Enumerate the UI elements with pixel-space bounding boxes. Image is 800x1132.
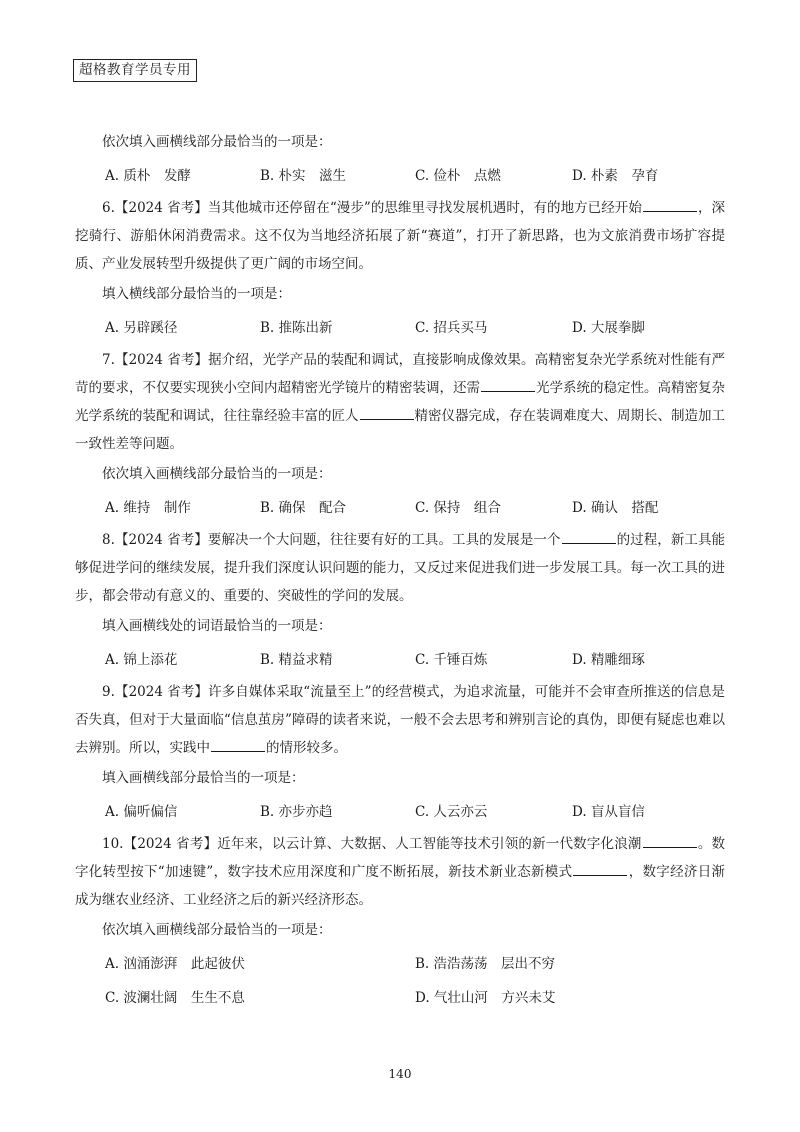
- q10-blank-2: [573, 862, 627, 876]
- q6-options: [75, 314, 725, 342]
- q9-stem: 9.【2024 省考】许多自媒体采取“流量至上”的经营模式，为追求流量，可能并不会审查所推送的信息是否失真，但对于大量面临“信息茧房”障碍的读者来说，一般不会去思考和辨别言论的真伪，即便有疑虑也难以去辨别。所以，实践中 的情形较多。: [75, 684, 725, 756]
- q9-option-b[interactable]: B. 亦步亦趋: [260, 804, 333, 820]
- q9-blank: [211, 738, 265, 752]
- q8-option-b[interactable]: B. 精益求精: [260, 652, 333, 668]
- q5-option-c[interactable]: C. 俭朴 点燃: [415, 168, 501, 184]
- q10-option-d[interactable]: D. 气壮山河 方兴未艾: [415, 990, 556, 1006]
- q7-blank-2: [360, 406, 414, 420]
- q7-blank-1: [481, 378, 535, 392]
- q8-option-a[interactable]: A. 锦上添花: [105, 652, 178, 668]
- question-list: [75, 126, 725, 1012]
- q5-prompt: 依次填入画横线部分最恰当的一项是：: [102, 134, 332, 150]
- q9-option-a[interactable]: A. 偏听偏信: [105, 804, 178, 820]
- q10-prompt: 依次填入画横线部分最恰当的一项是：: [102, 922, 332, 938]
- q10-stem: 10.【2024 省考】近年来，以云计算、大数据、人工智能等技术引领的新一代数字化浪潮 。数字化转型按下“加速键”，数字技术应用深度和广度不断拓展，新技术新业态新模式 ，数字经济日渐成为继农业经济、工业经济之后的新兴经济形态。: [75, 836, 726, 908]
- q8-blank: [562, 530, 616, 544]
- page-number: 140: [388, 1067, 412, 1081]
- q7-options: [75, 494, 725, 522]
- q6-option-c[interactable]: C. 招兵买马: [415, 320, 488, 336]
- q8-options: [75, 646, 725, 674]
- student-only-tag: 超格教育学员专用: [73, 59, 197, 82]
- q10-blank-1: [643, 834, 697, 848]
- q6-option-b[interactable]: B. 推陈出新: [260, 320, 333, 336]
- q6-stem: 6.【2024 省考】当其他城市还停留在“漫步”的思维里寻找发展机遇时，有的地方已经开始 ，深挖骑行、游船休闲消费需求。这不仅为当地经济拓展了新“赛道”，打开了新思路，也为文旅消费市场扩容提质、产业发展转型升级提供了更广阔的市场空间。: [75, 200, 725, 272]
- q7-prompt: 依次填入画横线部分最恰当的一项是：: [102, 466, 332, 482]
- q6-prompt: 填入横线部分最恰当的一项是：: [102, 286, 291, 302]
- q7-option-d[interactable]: D. 确认 搭配: [572, 500, 659, 516]
- q8-prompt: 填入画横线处的词语最恰当的一项是：: [102, 618, 332, 634]
- q10-option-c[interactable]: C. 波澜壮阔 生生不息: [105, 990, 245, 1006]
- q8-option-c[interactable]: C. 千锤百炼: [415, 652, 488, 668]
- q6-option-a[interactable]: A. 另辟蹊径: [105, 320, 178, 336]
- q7-option-b[interactable]: B. 确保 配合: [260, 500, 347, 516]
- q5-option-a[interactable]: A. 质朴 发酵: [105, 168, 191, 184]
- q10-option-a[interactable]: A. 汹涌澎湃 此起彼伏: [105, 956, 245, 972]
- q10-option-b[interactable]: B. 浩浩荡荡 层出不穷: [415, 956, 556, 972]
- q6-blank: [643, 198, 697, 212]
- q9-option-d[interactable]: D. 盲从盲信: [572, 804, 645, 820]
- q6-option-d[interactable]: D. 大展拳脚: [572, 320, 645, 336]
- q5-option-b[interactable]: B. 朴实 滋生: [260, 168, 347, 184]
- q9-prompt: 填入画横线部分最恰当的一项是：: [102, 770, 305, 786]
- q10-options-row-1: [75, 950, 725, 978]
- q7-stem: 7.【2024 省考】据介绍，光学产品的装配和调试，直接影响成像效果。高精密复杂光学系统对性能有严苛的要求，不仅要实现狭小空间内超精密光学镜片的精密装调，还需 光学系统的稳定性。高精密复杂光学系统的装配和调试，往往靠经验丰富的匠人 精密仪器完成，存在装调难度大、周期长、制造加工一致性差等问题。: [75, 352, 725, 452]
- q8-option-d[interactable]: D. 精雕细琢: [572, 652, 645, 668]
- q8-stem: 8.【2024 省考】要解决一个大问题，往往要有好的工具。工具的发展是一个 的过程，新工具能够促进学问的继续发展，提升我们深度认识问题的能力，又反过来促进我们进一步发展工具。每一次工具的进步，都会带动有意义的、重要的、突破性的学问的发展。: [75, 532, 726, 604]
- q9-options: [75, 798, 725, 826]
- q5-options: [75, 162, 725, 190]
- q7-option-c[interactable]: C. 保持 组合: [415, 500, 501, 516]
- q9-option-c[interactable]: C. 人云亦云: [415, 804, 488, 820]
- q5-option-d[interactable]: D. 朴素 孕育: [572, 168, 659, 184]
- q10-options-row-2: [75, 984, 725, 1012]
- q7-option-a[interactable]: A. 维持 制作: [105, 500, 191, 516]
